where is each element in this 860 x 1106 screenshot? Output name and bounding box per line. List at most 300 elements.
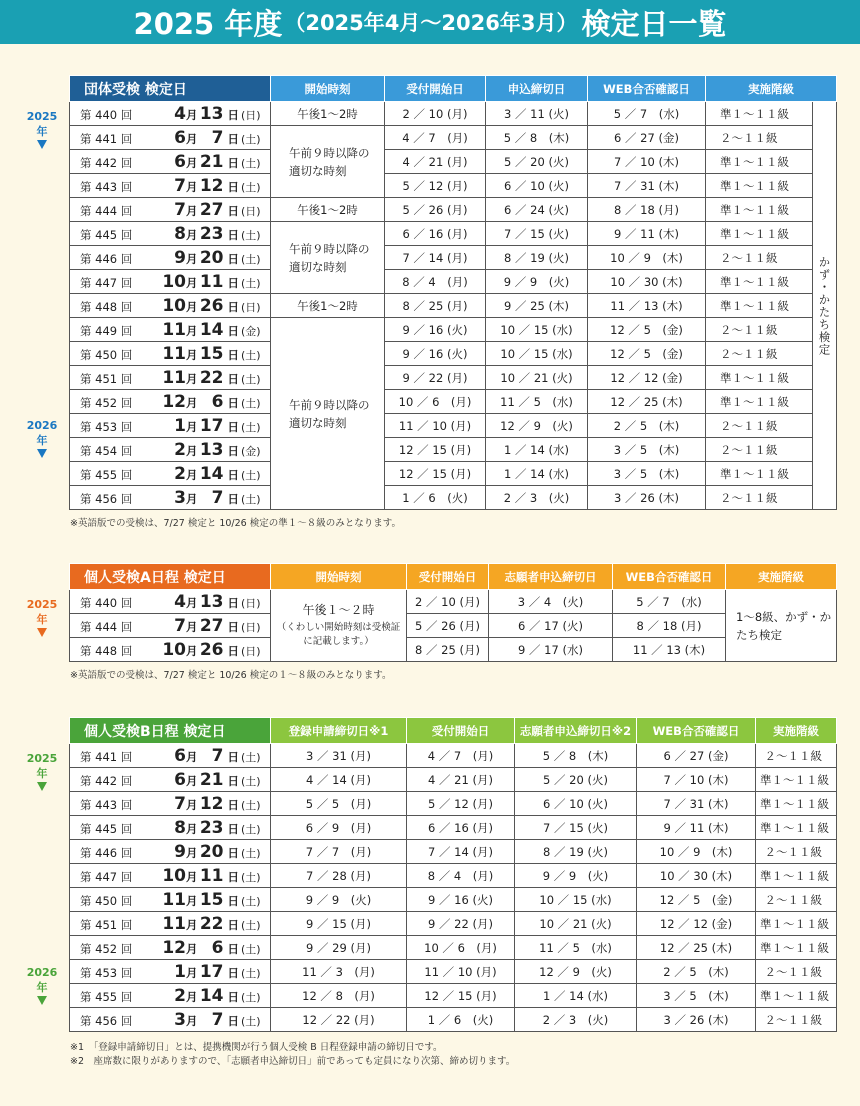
reception-start: 8 ／ 25 (月) [407, 638, 489, 662]
exam-month: 8 [174, 817, 186, 838]
down-arrow-icon [37, 628, 47, 637]
day-unit: 日 [223, 821, 240, 836]
exam-levels: ２〜１１級 [706, 126, 813, 150]
table-row [70, 126, 837, 150]
web-result-date: 7 ／ 10 (木) [637, 768, 756, 792]
weekday: (土) [241, 1014, 261, 1028]
exam-month: 11 [162, 367, 186, 388]
round-number: 第 442 回 [80, 155, 133, 170]
exam-date [70, 270, 271, 294]
indiv-a-note: ※英語版での受検は、7/27 検定と 10/26 検定の１〜８級のみとなります。 [70, 670, 392, 681]
reception-start: 2 ／ 10 (月) [385, 102, 486, 126]
web-result-date: 2 ／ 5 (木) [637, 960, 756, 984]
weekday: (土) [241, 396, 261, 410]
table-row [70, 102, 837, 126]
table-row [70, 744, 837, 768]
exam-levels: 準１〜１１級 [706, 150, 813, 174]
weekday: (土) [241, 252, 261, 266]
web-result-date: 12 ／ 25 (木) [588, 390, 706, 414]
exam-month: 3 [174, 487, 186, 508]
column-header: 登録申請締切日※1 [271, 718, 407, 744]
exam-date [70, 486, 271, 510]
application-deadline: 10 ／ 15 (水) [486, 318, 588, 342]
application-deadline: 1 ／ 14 (水) [486, 462, 588, 486]
day-unit: 日 [223, 797, 240, 812]
weekday: (土) [241, 276, 261, 290]
exam-levels: ２〜１１級 [756, 840, 837, 864]
web-result-date: 12 ／ 12 (金) [588, 366, 706, 390]
start-time [271, 590, 407, 662]
day-unit: 日 [223, 773, 240, 788]
exam-levels: 準１〜１１級 [706, 294, 813, 318]
round-number: 第 446 回 [80, 845, 133, 860]
start-time: 午前９時以降の適切な時刻 [271, 318, 385, 510]
web-result-date: 7 ／ 31 (木) [637, 792, 756, 816]
application-deadline: 2 ／ 3 (火) [515, 1008, 637, 1032]
reception-start: 7 ／ 14 (月) [407, 840, 515, 864]
table-row [70, 414, 837, 438]
registration-deadline: 9 ／ 15 (月) [271, 912, 407, 936]
reception-start: 5 ／ 12 (月) [385, 174, 486, 198]
title-main: 検定日一覧 [581, 6, 727, 41]
round-number: 第 448 回 [80, 299, 133, 314]
exam-date [70, 840, 271, 864]
weekday: (金) [241, 444, 261, 458]
indiv-b-note-1: ※1 「登録申請締切日」とは、提携機関が行う個人受検 B 日程登録申請の締切日です。 [70, 1042, 443, 1053]
web-result-date: 5 ／ 7 (水) [613, 590, 726, 614]
weekday: (土) [241, 774, 261, 788]
exam-levels: ２〜１１級 [706, 342, 813, 366]
exam-date [70, 150, 271, 174]
exam-date [70, 222, 271, 246]
web-result-date: 7 ／ 10 (木) [588, 150, 706, 174]
round-number: 第 452 回 [80, 395, 133, 410]
round-number: 第 451 回 [80, 917, 133, 932]
application-deadline: 5 ／ 20 (火) [515, 768, 637, 792]
exam-month: 4 [174, 591, 186, 612]
round-number: 第 442 回 [80, 773, 133, 788]
application-deadline: 11 ／ 5 (水) [486, 390, 588, 414]
title-year: 2025 年度 [133, 6, 283, 41]
web-result-date: 9 ／ 11 (木) [637, 816, 756, 840]
month-unit: 月 [186, 941, 198, 956]
exam-month: 10 [162, 865, 186, 886]
web-result-date: 9 ／ 11 (木) [588, 222, 706, 246]
application-deadline: 7 ／ 15 (火) [486, 222, 588, 246]
round-number: 第 447 回 [80, 275, 133, 290]
exam-levels: 準１〜１１級 [756, 936, 837, 960]
column-header: 実施階級 [756, 718, 837, 744]
day-unit: 日 [223, 371, 240, 386]
table-row [70, 960, 837, 984]
year-label: 2025 年 [26, 752, 58, 780]
day-unit: 日 [223, 251, 240, 266]
table-row [70, 462, 837, 486]
reception-start: 9 ／ 22 (月) [385, 366, 486, 390]
column-header: WEB合否確認日 [637, 718, 756, 744]
exam-date [70, 744, 271, 768]
exam-month: 9 [174, 247, 186, 268]
exam-day: 7 [211, 127, 224, 148]
exam-month: 12 [162, 391, 186, 412]
reception-start: 10 ／ 6 (月) [385, 390, 486, 414]
day-unit: 日 [223, 419, 240, 434]
day-unit: 日 [223, 749, 240, 764]
table-row [70, 614, 837, 638]
month-unit: 月 [186, 179, 198, 194]
month-unit: 月 [186, 893, 198, 908]
month-unit: 月 [186, 419, 198, 434]
round-number: 第 445 回 [80, 821, 133, 836]
day-unit: 日 [223, 893, 240, 908]
weekday: (日) [241, 644, 261, 658]
exam-day: 7 [211, 745, 224, 766]
reception-start: 4 ／ 7 (月) [385, 126, 486, 150]
day-unit: 日 [223, 989, 240, 1004]
exam-date [70, 1008, 271, 1032]
web-result-date: 3 ／ 5 (木) [637, 984, 756, 1008]
exam-month: 1 [174, 961, 186, 982]
exam-month: 10 [162, 295, 186, 316]
table-row [70, 174, 837, 198]
table-title: 団体受検 検定日 [70, 76, 271, 102]
reception-start: 8 ／ 4 (月) [385, 270, 486, 294]
table-row [70, 486, 837, 510]
application-deadline: 11 ／ 5 (水) [515, 936, 637, 960]
month-unit: 月 [186, 251, 198, 266]
reception-start: 5 ／ 12 (月) [407, 792, 515, 816]
reception-start: 8 ／ 25 (月) [385, 294, 486, 318]
day-unit: 日 [223, 845, 240, 860]
month-unit: 月 [186, 443, 198, 458]
year-marker-2025 [20, 598, 64, 637]
exam-month: 7 [174, 793, 186, 814]
exam-day: 15 [199, 343, 224, 364]
month-unit: 月 [186, 989, 198, 1004]
reception-start: 4 ／ 7 (月) [407, 744, 515, 768]
weekday: (土) [241, 846, 261, 860]
registration-deadline: 9 ／ 9 (火) [271, 888, 407, 912]
registration-deadline: 12 ／ 22 (月) [271, 1008, 407, 1032]
month-unit: 月 [186, 773, 198, 788]
down-arrow-icon [37, 996, 47, 1005]
reception-start: 9 ／ 16 (火) [385, 342, 486, 366]
round-number: 第 444 回 [80, 619, 133, 634]
weekday: (金) [241, 324, 261, 338]
weekday: (土) [241, 894, 261, 908]
year-marker-2026 [20, 419, 64, 458]
table-row [70, 984, 837, 1008]
exam-date [70, 936, 271, 960]
round-number: 第 452 回 [80, 941, 133, 956]
year-marker-2025 [20, 110, 64, 149]
exam-date [70, 318, 271, 342]
reception-start: 5 ／ 26 (月) [407, 614, 489, 638]
application-deadline: 5 ／ 8 (木) [515, 744, 637, 768]
month-unit: 月 [186, 821, 198, 836]
day-unit: 日 [223, 275, 240, 290]
month-unit: 月 [186, 467, 198, 482]
start-time: 午後1〜2時 [271, 102, 385, 126]
exam-day: 17 [199, 415, 224, 436]
reception-start: 6 ／ 16 (月) [385, 222, 486, 246]
weekday: (土) [241, 132, 261, 146]
round-number: 第 446 回 [80, 251, 133, 266]
exam-date [70, 366, 271, 390]
exam-levels: ２〜１１級 [756, 1008, 837, 1032]
weekday: (土) [241, 750, 261, 764]
exam-month: 9 [174, 841, 186, 862]
weekday: (土) [241, 156, 261, 170]
exam-month: 4 [174, 103, 186, 124]
exam-date [70, 960, 271, 984]
exam-month: 10 [162, 271, 186, 292]
day-unit: 日 [223, 595, 240, 610]
table-row [70, 864, 837, 888]
day-unit: 日 [223, 965, 240, 980]
exam-date [70, 126, 271, 150]
column-header: 申込締切日 [486, 76, 588, 102]
table-row [70, 438, 837, 462]
reception-start: 11 ／ 10 (月) [407, 960, 515, 984]
exam-month: 3 [174, 1009, 186, 1030]
column-header: WEB合否確認日 [613, 564, 726, 590]
weekday: (土) [241, 990, 261, 1004]
exam-day: 13 [199, 591, 224, 612]
weekday: (土) [241, 798, 261, 812]
exam-month: 12 [162, 937, 186, 958]
web-result-date: 3 ／ 26 (木) [637, 1008, 756, 1032]
day-unit: 日 [223, 1013, 240, 1028]
web-result-date: 5 ／ 7 (水) [588, 102, 706, 126]
exam-month: 8 [174, 223, 186, 244]
exam-levels: ２〜１１級 [706, 486, 813, 510]
exam-month: 11 [162, 343, 186, 364]
side-label: かず・かたち検定 [813, 102, 837, 510]
day-unit: 日 [223, 323, 240, 338]
day-unit: 日 [223, 869, 240, 884]
table-header [70, 564, 837, 590]
weekday: (土) [241, 870, 261, 884]
table-header [70, 718, 837, 744]
reception-start: 9 ／ 16 (火) [407, 888, 515, 912]
web-result-date: 12 ／ 5 (金) [588, 318, 706, 342]
application-deadline: 12 ／ 9 (火) [486, 414, 588, 438]
month-unit: 月 [186, 203, 198, 218]
day-unit: 日 [223, 941, 240, 956]
round-number: 第 453 回 [80, 419, 133, 434]
reception-start: 11 ／ 10 (月) [385, 414, 486, 438]
exam-day: 11 [199, 271, 224, 292]
application-deadline: 12 ／ 9 (火) [515, 960, 637, 984]
exam-levels: 準１〜１１級 [706, 270, 813, 294]
exam-day: 12 [199, 793, 224, 814]
web-result-date: 7 ／ 31 (木) [588, 174, 706, 198]
application-deadline: 6 ／ 10 (火) [486, 174, 588, 198]
exam-day: 26 [199, 639, 224, 660]
exam-levels: 準１〜１１級 [706, 102, 813, 126]
exam-date [70, 768, 271, 792]
application-deadline: 1 ／ 14 (水) [515, 984, 637, 1008]
table-row [70, 246, 837, 270]
reception-start: 8 ／ 4 (月) [407, 864, 515, 888]
month-unit: 月 [186, 299, 198, 314]
exam-levels: 準１〜１１級 [706, 198, 813, 222]
month-unit: 月 [186, 1013, 198, 1028]
exam-month: 6 [174, 769, 186, 790]
exam-levels: 準１〜１１級 [706, 390, 813, 414]
exam-levels: 準１〜１１級 [756, 792, 837, 816]
exam-day: 23 [199, 817, 224, 838]
month-unit: 月 [186, 323, 198, 338]
day-unit: 日 [223, 395, 240, 410]
reception-start: 9 ／ 16 (火) [385, 318, 486, 342]
column-header: 志願者申込締切日※2 [515, 718, 637, 744]
group-exam-table [69, 75, 837, 510]
table-row [70, 150, 837, 174]
reception-start: 5 ／ 26 (月) [385, 198, 486, 222]
application-deadline: 7 ／ 15 (火) [515, 816, 637, 840]
exam-day: 21 [199, 151, 224, 172]
table-row [70, 366, 837, 390]
exam-month: 2 [174, 439, 186, 460]
exam-day: 13 [199, 103, 224, 124]
exam-date [70, 414, 271, 438]
year-label: 2026 年 [26, 419, 58, 447]
web-result-date: 10 ／ 9 (木) [637, 840, 756, 864]
reception-start: 9 ／ 22 (月) [407, 912, 515, 936]
exam-day: 7 [211, 1009, 224, 1030]
exam-month: 7 [174, 199, 186, 220]
month-unit: 月 [186, 917, 198, 932]
exam-date [70, 816, 271, 840]
reception-start: 1 ／ 6 (火) [407, 1008, 515, 1032]
table-row [70, 936, 837, 960]
exam-day: 6 [211, 937, 224, 958]
round-number: 第 450 回 [80, 347, 133, 362]
down-arrow-icon [37, 782, 47, 791]
individual-a-table [69, 563, 837, 662]
exam-month: 11 [162, 889, 186, 910]
exam-levels: ２〜１１級 [756, 960, 837, 984]
round-number: 第 453 回 [80, 965, 133, 980]
table-title: 個人受検B日程 検定日 [70, 718, 271, 744]
day-unit: 日 [223, 467, 240, 482]
exam-levels: ２〜１１級 [756, 744, 837, 768]
table-row [70, 816, 837, 840]
exam-date [70, 462, 271, 486]
exam-levels: 準１〜１１級 [756, 984, 837, 1008]
start-time: 午後1〜2時 [271, 198, 385, 222]
start-time-note: （くわしい開始時刻は受検証に記載します。） [276, 621, 401, 647]
exam-date [70, 246, 271, 270]
exam-date [70, 590, 271, 614]
exam-month: 11 [162, 319, 186, 340]
table-row [70, 294, 837, 318]
column-header: 開始時刻 [271, 76, 385, 102]
weekday: (日) [241, 108, 261, 122]
month-unit: 月 [186, 227, 198, 242]
exam-day: 13 [199, 439, 224, 460]
application-deadline: 9 ／ 17 (水) [489, 638, 613, 662]
round-number: 第 455 回 [80, 989, 133, 1004]
year-marker-2025 [20, 752, 64, 791]
month-unit: 月 [186, 965, 198, 980]
table-row [70, 198, 837, 222]
application-deadline: 10 ／ 21 (火) [486, 366, 588, 390]
exam-month: 11 [162, 913, 186, 934]
column-header: 志願者申込締切日 [489, 564, 613, 590]
down-arrow-icon [37, 449, 47, 458]
weekday: (土) [241, 348, 261, 362]
reception-start: 4 ／ 21 (月) [407, 768, 515, 792]
exam-month: 6 [174, 127, 186, 148]
exam-month: 2 [174, 985, 186, 1006]
reception-start: 6 ／ 16 (月) [407, 816, 515, 840]
exam-levels: 準１〜１１級 [756, 768, 837, 792]
application-deadline: 1 ／ 14 (水) [486, 438, 588, 462]
table-row [70, 768, 837, 792]
application-deadline: 2 ／ 3 (火) [486, 486, 588, 510]
exam-month: 6 [174, 151, 186, 172]
indiv-b-note-2: ※2 座席数に限りがありますので、「志願者申込締切日」前であっても定員になり次第、締め切ります。 [70, 1056, 516, 1067]
web-result-date: 8 ／ 18 (月) [588, 198, 706, 222]
exam-levels: 準１〜１１級 [756, 864, 837, 888]
exam-date [70, 294, 271, 318]
exam-day: 27 [199, 615, 224, 636]
application-deadline: 9 ／ 9 (火) [515, 864, 637, 888]
exam-levels: 準１〜１１級 [756, 912, 837, 936]
exam-levels: 準１〜１１級 [756, 816, 837, 840]
round-number: 第 451 回 [80, 371, 133, 386]
column-header: 受付開始日 [407, 564, 489, 590]
weekday: (土) [241, 822, 261, 836]
web-result-date: 11 ／ 13 (木) [588, 294, 706, 318]
weekday: (土) [241, 966, 261, 980]
reception-start: 2 ／ 10 (月) [407, 590, 489, 614]
web-result-date: 3 ／ 5 (木) [588, 462, 706, 486]
exam-day: 11 [199, 865, 224, 886]
weekday: (土) [241, 180, 261, 194]
table-row [70, 888, 837, 912]
month-unit: 月 [186, 395, 198, 410]
day-unit: 日 [223, 443, 240, 458]
round-number: 第 454 回 [80, 443, 133, 458]
exam-month: 1 [174, 415, 186, 436]
group-note: ※英語版での受検は、7/27 検定と 10/26 検定の準１〜８級のみとなります。 [70, 518, 401, 529]
month-unit: 月 [186, 643, 198, 658]
exam-levels: ２〜１１級 [706, 318, 813, 342]
round-number: 第 441 回 [80, 131, 133, 146]
day-unit: 日 [223, 107, 240, 122]
day-unit: 日 [223, 917, 240, 932]
month-unit: 月 [186, 155, 198, 170]
day-unit: 日 [223, 179, 240, 194]
exam-day: 21 [199, 769, 224, 790]
web-result-date: 11 ／ 13 (木) [613, 638, 726, 662]
exam-date [70, 984, 271, 1008]
round-number: 第 444 回 [80, 203, 133, 218]
exam-date [70, 198, 271, 222]
year-label: 2026 年 [26, 966, 58, 994]
application-deadline: 10 ／ 15 (水) [486, 342, 588, 366]
weekday: (土) [241, 372, 261, 386]
exam-month: 7 [174, 175, 186, 196]
weekday: (土) [241, 942, 261, 956]
month-unit: 月 [186, 107, 198, 122]
exam-day: 20 [199, 247, 224, 268]
column-header: WEB合否確認日 [588, 76, 706, 102]
